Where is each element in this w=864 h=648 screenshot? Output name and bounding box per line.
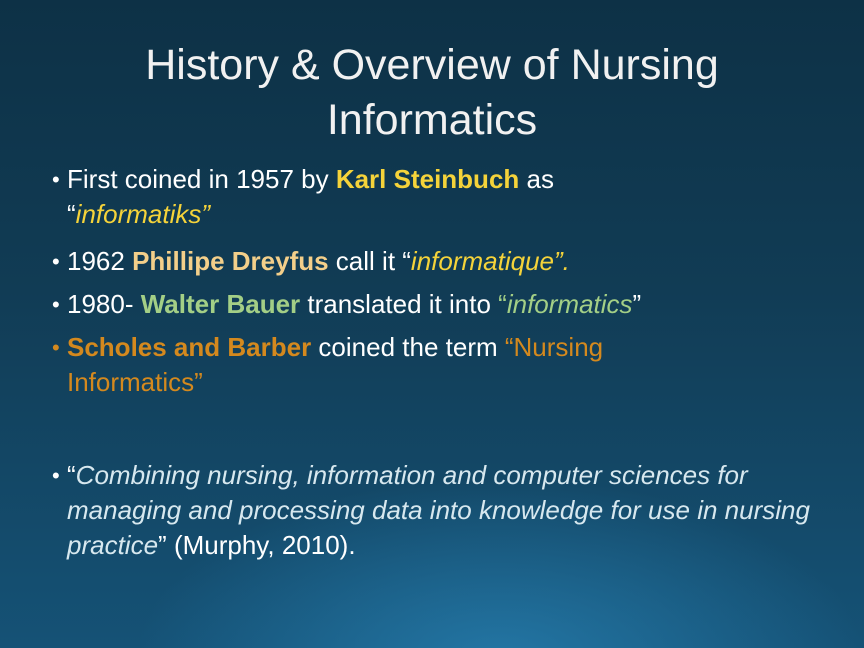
term: Informatics” xyxy=(67,367,203,397)
quote-mark: “ xyxy=(67,460,76,490)
quote-mark: ” xyxy=(158,530,167,560)
bullet-text: First coined in 1957 by xyxy=(67,164,336,194)
person-name: Karl Steinbuch xyxy=(335,164,520,194)
citation: (Murphy, 2010). xyxy=(166,530,356,560)
bullet-list xyxy=(52,162,822,563)
bullet-scholes-barber xyxy=(52,330,822,400)
bullet-text: call it “ xyxy=(328,246,411,276)
person-name: Scholes and Barber xyxy=(67,332,312,362)
term: informatiks” xyxy=(75,199,211,229)
quote-mark: “ xyxy=(67,199,76,229)
year: 1980- xyxy=(67,289,141,319)
bullet-definition xyxy=(52,458,822,563)
year: 1962 xyxy=(67,246,133,276)
definition-quote: Combining nursing, information and computer sciences for managing and processing data into knowledge for use in nursing practice xyxy=(67,460,810,560)
person-name: Walter Bauer xyxy=(140,289,301,319)
person-name: Phillipe Dreyfus xyxy=(132,246,329,276)
bullet-text: coined the term xyxy=(311,332,505,362)
bullet-bauer xyxy=(52,287,822,322)
bullet-text: translated it into xyxy=(300,289,499,319)
slide-title: History & Overview of Nursing Informatics xyxy=(145,41,719,144)
bullet-dreyfus xyxy=(52,244,822,279)
term: “Nursing xyxy=(504,332,604,362)
quote-mark: ” xyxy=(632,289,642,319)
bullet-steinbuch xyxy=(52,162,822,232)
term: informatique”. xyxy=(410,246,570,276)
term: informatics xyxy=(506,289,633,319)
quote-mark: “ xyxy=(498,289,507,319)
bullet-text: as xyxy=(519,164,554,194)
